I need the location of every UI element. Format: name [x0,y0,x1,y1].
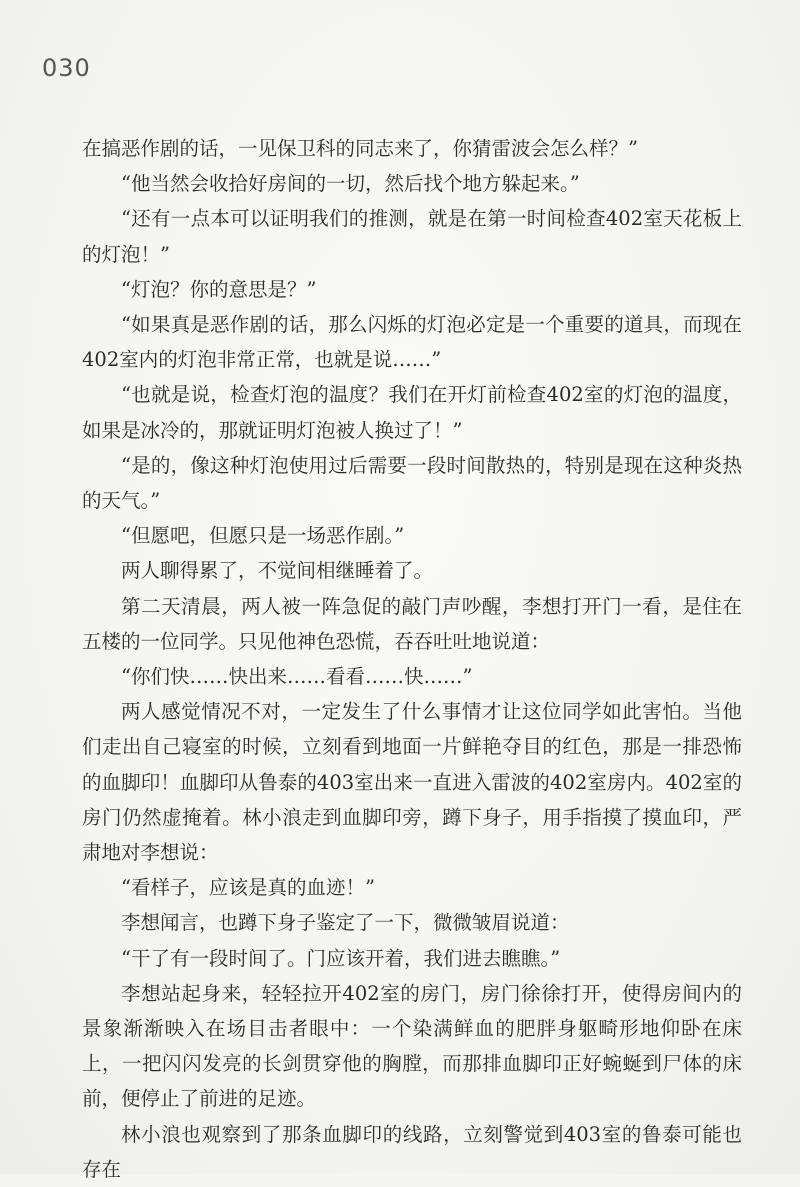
paragraph: 李想站起身来，轻轻拉开402室的房门，房门徐徐打开，使得房间内的景象渐渐映入在场目击者眼中：一个染满鲜血的肥胖身躯畸形地仰卧在床上，一把闪闪发亮的长剑贯穿他的胸膛，而那排血脚印正好蜿蜒到尸体的床前，便停止了前进的足迹。 [82,981,742,1111]
paragraph: “干了有一段时间了。门应该开着，我们进去瞧瞧。” [121,946,561,970]
paragraph: “他当然会收拾好房间的一切，然后找个地方躲起来。” [121,172,580,196]
paragraph: “看样子，应该是真的血迹！” [121,876,375,900]
paragraph: “灯泡？你的意思是？” [121,277,317,301]
paragraph: “但愿吧，但愿只是一场恶作剧。” [121,524,405,548]
paragraph: “是的，像这种灯泡使用过后需要一段时间散热的，特别是现在这种炎热的天气。” [82,453,742,513]
paragraph: “还有一点本可以证明我们的推测，就是在第一时间检查402室天花板上的灯泡！” [82,207,742,266]
paragraph: 在搞恶作剧的话，一见保卫科的同志来了，你猜雷波会怎么样？” [82,137,638,160]
paragraph: “你们快……快出来……看看……快……” [121,665,473,689]
paragraph: “如果真是恶作剧的话，那么闪烁的灯泡必定是一个重要的道具，而现在402室内的灯泡非常正常，也就是说……” [82,313,742,372]
paragraph: “也就是说，检查灯泡的温度？我们在开灯前检查402室的灯泡的温度，如果是冰冷的，那就证明灯泡被人换过了！” [82,383,742,442]
paragraph: 李想闻言，也蹲下身子鉴定了一下，微微皱眉说道： [121,911,570,935]
page-number: 030 [42,54,91,82]
body-text [82,131,742,1187]
paragraph: 第二天清晨，两人被一阵急促的敲门声吵醒，李想打开门一看，是住在五楼的一位同学。只见他神色恐慌，吞吞吐吐地说道： [82,594,742,653]
paragraph: 两人聊得累了，不觉间相继睡着了。 [121,559,434,583]
paragraph: 林小浪也观察到了那条血脚印的线路，立刻警觉到403室的鲁泰可能也存在 [82,1122,742,1181]
paragraph: 两人感觉情况不对，一定发生了什么事情才让这位同学如此害怕。当他们走出自己寝室的时候，立刻看到地面一片鲜艳夺目的红色，那是一排恐怖的血脚印！血脚印从鲁泰的403室出来一直进入雷波的402室房内。402室的房门仍然虚掩着。林小浪走到血脚印旁，蹲下身子，用手指摸了摸血印，严肃地对李想说： [82,700,742,865]
